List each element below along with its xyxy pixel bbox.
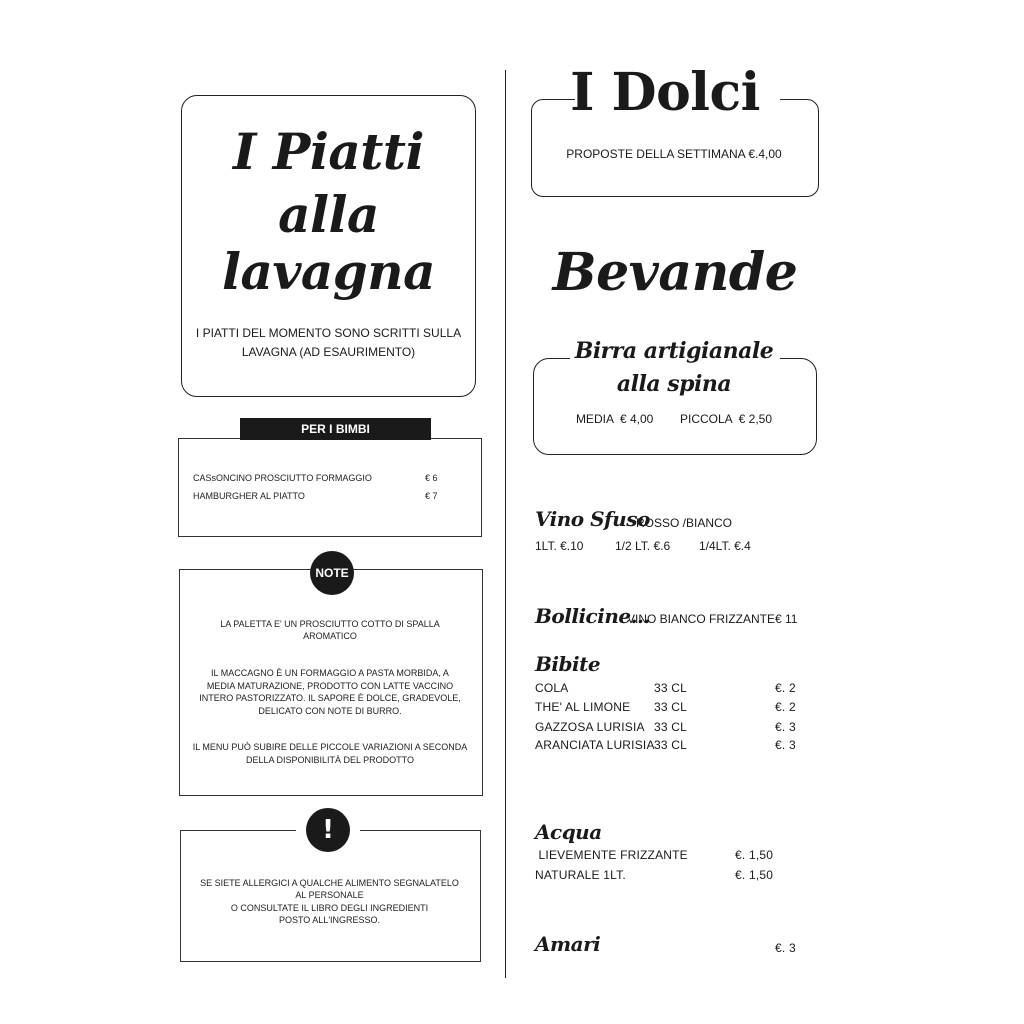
amari-price: €. 3 <box>775 941 796 955</box>
bibite-item-price: €. 2 <box>775 681 796 695</box>
note-p1-line2: AROMATICO <box>303 631 357 641</box>
bibite-item-name: COLA <box>535 681 569 695</box>
bibite-item-name: GAZZOSA LURISIA <box>535 720 645 734</box>
bibite-item-price: €. 3 <box>775 720 796 734</box>
bimbi-item-price: € 7 <box>425 491 438 501</box>
dolci-text: PROPOSTE DELLA SETTIMANA €.4,00 <box>566 147 782 161</box>
note-p3-line2: DELLA DISPONIBILITÀ DEL PRODOTTO <box>245 755 415 765</box>
bimbi-item-name: HAMBURGHER AL PIATTO <box>193 491 305 501</box>
bimbi-box <box>178 438 482 537</box>
allergy-line4: POSTO ALL'INGRESSO. <box>278 915 381 925</box>
bibite-title: Bibite <box>535 652 601 676</box>
vino-price-quarter: 1/4LT. €.4 <box>699 539 751 553</box>
bibite-item-size: 33 CL <box>654 681 688 695</box>
acqua-item-name: LIEVEMENTE FRIZZANTE <box>535 848 688 862</box>
piatti-title-line1: I Piatti <box>233 122 424 181</box>
acqua-item-price: €. 1,50 <box>735 868 774 882</box>
allergy-line2: AL PERSONALE <box>295 890 364 900</box>
vino-price-1lt: 1LT. €.10 <box>535 539 584 553</box>
bibite-item-name: ARANCIATA LURISIA <box>535 738 655 752</box>
bibite-item-size: 33 CL <box>654 700 688 714</box>
bibite-item-name: THE' AL LIMONE <box>535 700 631 714</box>
bibite-item-price: €. 3 <box>775 738 796 752</box>
bibite-item-size: 33 CL <box>654 720 688 734</box>
bollicine-price: € 11 <box>775 612 798 626</box>
column-divider <box>505 70 506 978</box>
bollicine-title: Bollicine... <box>535 604 650 628</box>
amari-title: Amari <box>535 932 601 956</box>
bimbi-header: PER I BIMBI <box>240 418 431 440</box>
vino-price-half: 1/2 LT. €.6 <box>615 539 671 553</box>
birra-title-line1: Birra artigianale <box>574 338 774 364</box>
alert-icon: ! <box>306 808 350 852</box>
birra-prices: MEDIA € 4,00 PICCOLA € 2,50 <box>575 412 773 426</box>
note-p1-line1: LA PALETTA E' UN PROSCIUTTO COTTO DI SPALLA <box>220 619 440 629</box>
vino-subtitle: ROSSO /BIANCO <box>636 516 733 530</box>
note-badge: NOTE <box>310 551 354 595</box>
note-p2-line4: DELICATO CON NOTE DI BURRO. <box>258 706 402 716</box>
acqua-item-price: €. 1,50 <box>735 848 774 862</box>
allergy-line3: O CONSULTATE IL LIBRO DEGLI INGREDIENTI <box>230 903 429 913</box>
birra-title-line2: alla spina <box>616 371 732 397</box>
bibite-item-size: 33 CL <box>654 738 688 752</box>
piatti-title-line2: alla <box>278 185 379 244</box>
piatti-title-line3: lavagna <box>221 242 436 301</box>
vino-title: Vino Sfuso <box>535 507 650 531</box>
bimbi-item-name: CASsONCINO PROSCIUTTO FORMAGGIO <box>193 473 372 483</box>
bevande-title: Bevande <box>552 242 798 303</box>
note-p2-line3: INTERO PASTORIZZATO. IL SAPORE È DOLCE, GRADEVOLE, <box>199 693 461 703</box>
piatti-desc-line1: I PIATTI DEL MOMENTO SONO SCRITTI SULLA <box>195 326 462 340</box>
allergy-line1: SE SIETE ALLERGICI A QUALCHE ALIMENTO SEGNALATELO <box>200 878 459 888</box>
acqua-title: Acqua <box>535 820 602 844</box>
dolci-title: I Dolci <box>570 62 760 123</box>
piatti-desc-line2: LAVAGNA (AD ESAURIMENTO) <box>241 345 416 359</box>
acqua-item-name: NATURALE 1LT. <box>535 868 626 882</box>
bollicine-subtitle: VINO BIANCO FRIZZANTE <box>627 612 776 626</box>
note-p2-line1: IL MACCAGNO È UN FORMAGGIO A PASTA MORBIDA, A <box>211 668 449 678</box>
note-p3-line1: IL MENU PUÒ SUBIRE DELLE PICCOLE VARIAZIONI A SECONDA <box>192 742 468 752</box>
bibite-item-price: €. 2 <box>775 700 796 714</box>
bimbi-item-price: € 6 <box>425 473 438 483</box>
note-p2-line2: MEDIA MATURAZIONE, PRODOTTO CON LATTE VACCINO <box>206 681 454 691</box>
